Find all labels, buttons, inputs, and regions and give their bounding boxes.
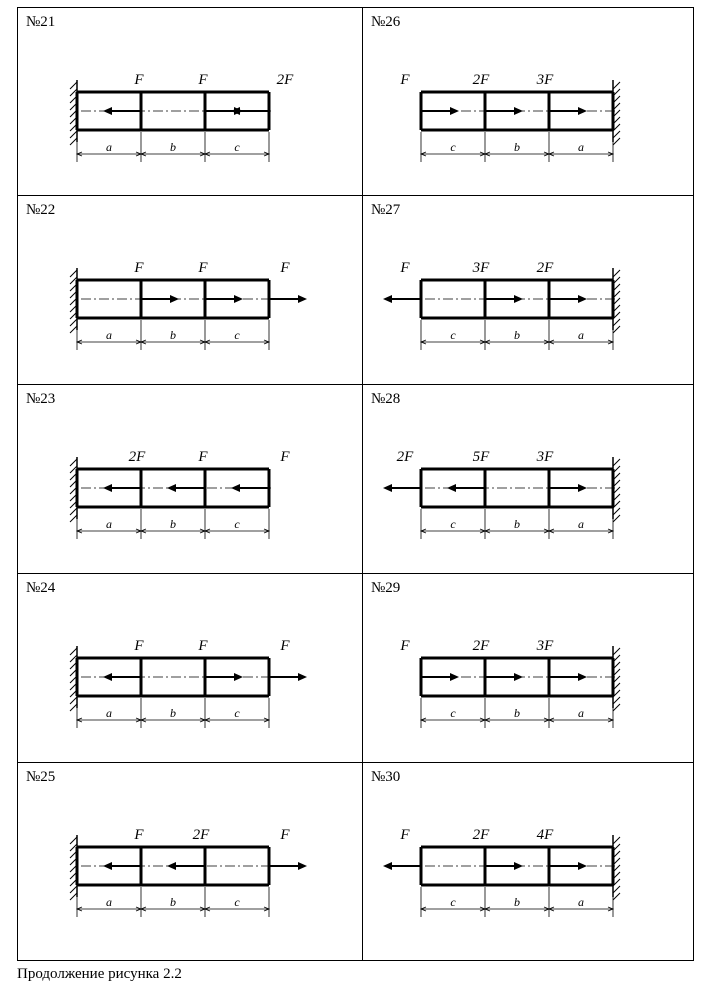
problem-cell	[362, 762, 694, 961]
problem-cell	[17, 762, 363, 961]
force-arrow-head	[234, 295, 243, 303]
force-label: 2F	[472, 72, 490, 88]
problem-number: №29	[371, 580, 401, 596]
force-arrow	[205, 295, 243, 303]
problem-number: №27	[371, 202, 401, 218]
force-label: 2F	[472, 827, 490, 843]
wall-hatch	[70, 131, 77, 138]
force-label: 3F	[536, 638, 554, 654]
force-label: 2F	[276, 72, 294, 88]
dimension-group	[77, 320, 269, 350]
problem-cell	[362, 384, 694, 574]
force-label: F	[134, 827, 144, 843]
force-arrow	[421, 107, 459, 115]
dim-label: b	[170, 517, 176, 531]
problem-number: №28	[371, 391, 401, 407]
wall-hatch	[70, 886, 77, 893]
force-arrow	[421, 673, 459, 681]
wall-hatch	[613, 82, 620, 89]
bar-diagram	[363, 574, 695, 764]
bar-diagram	[18, 196, 364, 386]
force-arrow	[447, 484, 485, 492]
force-label: F	[134, 72, 144, 88]
force-label: 3F	[536, 72, 554, 88]
force-arrow-head	[231, 484, 240, 492]
wall-hatch	[613, 319, 620, 326]
dim-label: b	[514, 517, 520, 531]
force-arrow-head	[103, 107, 112, 115]
force-arrow	[485, 673, 523, 681]
bar-diagram	[363, 763, 695, 962]
wall-hatch	[613, 138, 620, 145]
bar-diagram	[18, 385, 364, 575]
wall-hatch	[613, 697, 620, 704]
dim-label: a	[106, 140, 112, 154]
problem-cell	[362, 7, 694, 196]
dimension-group	[421, 132, 613, 162]
force-arrow-head	[514, 107, 523, 115]
force-arrow	[141, 295, 179, 303]
force-arrow	[103, 673, 141, 681]
wall-hatch	[613, 886, 620, 893]
force-arrow	[549, 484, 587, 492]
dim-label: a	[578, 895, 584, 909]
force-arrow	[231, 107, 269, 115]
wall-hatch	[613, 326, 620, 333]
dim-label: b	[170, 895, 176, 909]
force-label: F	[198, 260, 208, 276]
dim-label: a	[578, 517, 584, 531]
dim-label: a	[106, 706, 112, 720]
force-label: F	[134, 260, 144, 276]
wall-hatch	[70, 508, 77, 515]
wall-hatch	[70, 138, 77, 145]
problem-number: №30	[371, 769, 401, 785]
wall-hatch	[70, 704, 77, 711]
force-arrow	[103, 862, 141, 870]
problem-number: №21	[26, 14, 56, 30]
dim-label: a	[578, 706, 584, 720]
dim-label: c	[450, 517, 456, 531]
dim-label: b	[514, 328, 520, 342]
force-arrow	[549, 673, 587, 681]
dim-label: b	[170, 706, 176, 720]
problem-cell	[17, 384, 363, 574]
force-arrow	[383, 484, 421, 492]
force-arrow	[485, 862, 523, 870]
force-label: 3F	[472, 260, 490, 276]
force-label: 2F	[536, 260, 554, 276]
bar-diagram	[18, 574, 364, 764]
bar-diagram	[18, 763, 364, 962]
dim-label: a	[578, 328, 584, 342]
dim-label: c	[450, 140, 456, 154]
dim-label: c	[234, 328, 240, 342]
force-arrow	[205, 673, 243, 681]
dim-label: b	[514, 895, 520, 909]
force-label: 2F	[128, 449, 146, 465]
force-arrow	[383, 862, 421, 870]
dim-label: b	[170, 328, 176, 342]
wall-hatch	[70, 459, 77, 466]
dim-label: a	[106, 328, 112, 342]
force-arrow-head	[578, 484, 587, 492]
dim-label: b	[170, 140, 176, 154]
force-arrow	[485, 295, 523, 303]
force-arrow-head	[103, 862, 112, 870]
force-label: 2F	[192, 827, 210, 843]
force-arrow	[485, 107, 523, 115]
force-arrow	[103, 484, 141, 492]
dim-label: a	[106, 895, 112, 909]
force-arrow-head	[167, 862, 176, 870]
dim-label: c	[450, 895, 456, 909]
force-arrow-head	[103, 673, 112, 681]
force-arrow	[549, 107, 587, 115]
force-label: F	[280, 260, 290, 276]
bar-diagram	[18, 8, 364, 197]
problem-cell	[17, 7, 363, 196]
force-label: F	[280, 827, 290, 843]
force-arrow	[103, 107, 141, 115]
force-label: F	[400, 638, 410, 654]
dimension-group	[421, 698, 613, 728]
dim-label: a	[578, 140, 584, 154]
problem-number: №25	[26, 769, 56, 785]
problem-number: №26	[371, 14, 401, 30]
bar-diagram	[363, 8, 695, 197]
problem-cell	[362, 573, 694, 763]
force-arrow-head	[383, 295, 392, 303]
bar-diagram	[363, 385, 695, 575]
force-arrow-head	[383, 484, 392, 492]
wall-hatch	[613, 515, 620, 522]
force-arrow-head	[103, 484, 112, 492]
force-label: F	[198, 638, 208, 654]
force-arrow-head	[383, 862, 392, 870]
force-arrow-head	[578, 295, 587, 303]
dim-label: c	[234, 706, 240, 720]
force-arrow	[549, 862, 587, 870]
force-label: F	[400, 827, 410, 843]
force-label: 2F	[396, 449, 414, 465]
dim-label: c	[450, 706, 456, 720]
force-arrow-head	[298, 862, 307, 870]
wall-hatch	[70, 837, 77, 844]
force-label: F	[198, 72, 208, 88]
force-label: F	[400, 72, 410, 88]
problem-grid	[17, 7, 694, 961]
force-arrow-head	[298, 673, 307, 681]
wall-hatch	[70, 82, 77, 89]
wall-hatch	[613, 648, 620, 655]
dimension-group	[421, 509, 613, 539]
force-arrow	[269, 673, 307, 681]
wall-hatch	[70, 270, 77, 277]
wall-hatch	[613, 508, 620, 515]
dimension-group	[421, 320, 613, 350]
force-arrow-head	[167, 484, 176, 492]
force-arrow-head	[514, 673, 523, 681]
force-label: 2F	[472, 638, 490, 654]
dim-label: c	[234, 895, 240, 909]
force-arrow-head	[450, 107, 459, 115]
wall-hatch	[613, 459, 620, 466]
figure-caption: Продолжение рисунка 2.2	[17, 966, 182, 982]
force-label: F	[400, 260, 410, 276]
force-arrow	[167, 862, 205, 870]
dimension-group	[77, 132, 269, 162]
dim-label: c	[234, 517, 240, 531]
wall-hatch	[70, 319, 77, 326]
wall-hatch	[70, 697, 77, 704]
force-label: F	[280, 638, 290, 654]
wall-hatch	[613, 704, 620, 711]
wall-hatch	[70, 893, 77, 900]
dim-label: b	[514, 140, 520, 154]
problem-cell	[17, 195, 363, 385]
wall-hatch	[613, 837, 620, 844]
problem-number: №23	[26, 391, 56, 407]
dimension-group	[77, 698, 269, 728]
force-label: F	[280, 449, 290, 465]
force-arrow-head	[450, 673, 459, 681]
dim-label: b	[514, 706, 520, 720]
force-label: 3F	[536, 449, 554, 465]
problem-cell	[17, 573, 363, 763]
wall-hatch	[613, 893, 620, 900]
dim-label: c	[450, 328, 456, 342]
force-arrow	[549, 295, 587, 303]
force-arrow-head	[447, 484, 456, 492]
force-arrow-head	[298, 295, 307, 303]
wall-hatch	[613, 270, 620, 277]
dim-label: a	[106, 517, 112, 531]
force-arrow	[383, 295, 421, 303]
wall-hatch	[70, 515, 77, 522]
wall-hatch	[613, 131, 620, 138]
force-arrow-head	[578, 107, 587, 115]
force-label: F	[134, 638, 144, 654]
force-arrow-head	[234, 673, 243, 681]
problem-number: №24	[26, 580, 56, 596]
dim-label: c	[234, 140, 240, 154]
force-label: 5F	[472, 449, 490, 465]
force-arrow-head	[514, 295, 523, 303]
wall-hatch	[70, 326, 77, 333]
force-arrow	[167, 484, 205, 492]
force-arrow	[231, 484, 269, 492]
bar-diagram	[363, 196, 695, 386]
force-arrow	[269, 862, 307, 870]
dimension-group	[77, 509, 269, 539]
force-arrow-head	[578, 862, 587, 870]
dimension-group	[77, 887, 269, 917]
force-arrow-head	[578, 673, 587, 681]
problem-number: №22	[26, 202, 56, 218]
force-label: 4F	[536, 827, 554, 843]
dimension-group	[421, 887, 613, 917]
wall-hatch	[70, 648, 77, 655]
force-arrow-head	[170, 295, 179, 303]
problem-cell	[362, 195, 694, 385]
force-label: F	[198, 449, 208, 465]
force-arrow-head	[514, 862, 523, 870]
force-arrow	[269, 295, 307, 303]
